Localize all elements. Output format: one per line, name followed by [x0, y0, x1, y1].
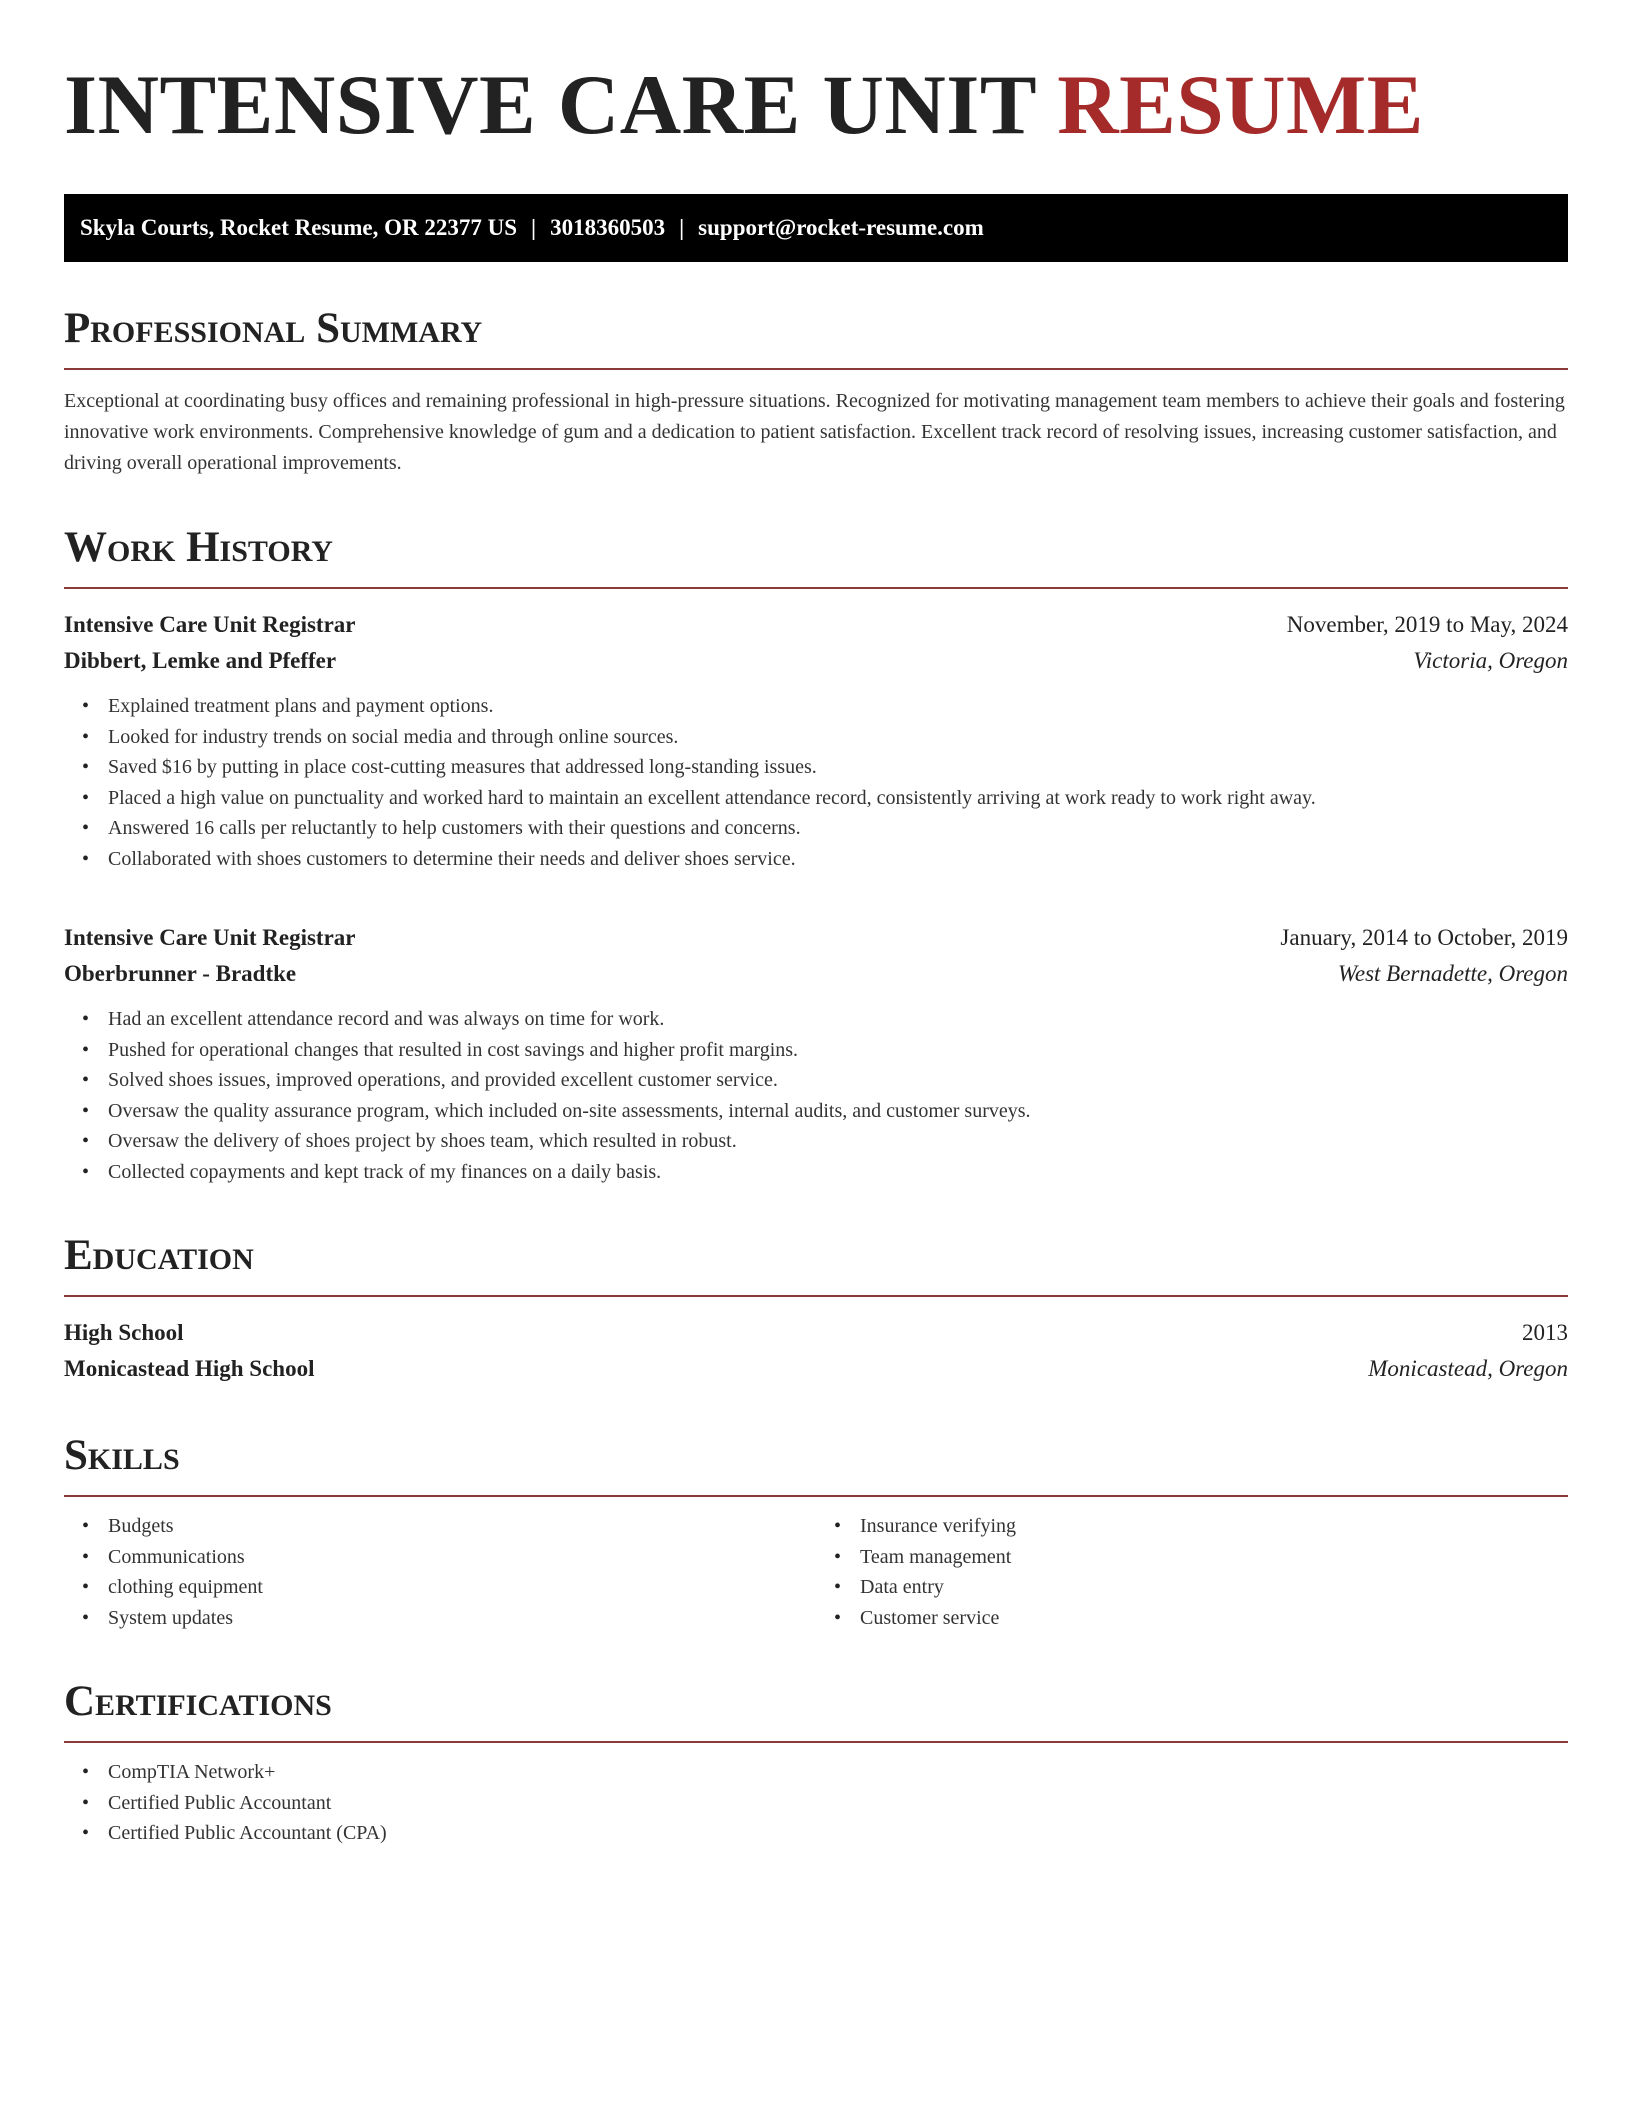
education-school-row	[64, 1351, 1568, 1387]
skills-column-left	[64, 1511, 816, 1633]
skill-item: • Budgets	[108, 1511, 816, 1542]
job-bullet: • Saved $16 by putting in place cost-cutting measures that addressed long-standing issues.	[108, 752, 1568, 783]
certifications-list	[64, 1757, 1568, 1849]
title-main: INTENSIVE CARE UNIT	[64, 58, 1036, 152]
skill-item: • Data entry	[860, 1572, 1568, 1603]
certification-item: • Certified Public Accountant	[108, 1788, 1568, 1819]
contact-separator: |	[531, 215, 537, 240]
education-location: Monicastead, Oregon	[1368, 1356, 1568, 1381]
skill-item: • Insurance verifying	[860, 1511, 1568, 1542]
skills-column-right	[816, 1511, 1568, 1633]
resume-title	[64, 52, 1568, 158]
skill-item: • Communications	[108, 1542, 816, 1573]
section-heading-certifications: Certifications	[64, 1677, 1568, 1743]
title-accent: RESUME	[1057, 58, 1424, 152]
job-title-row	[64, 920, 1568, 956]
job-bullet: • Oversaw the quality assurance program, which included on-site assessments, internal audits, and customer surveys.	[108, 1096, 1568, 1127]
job-bullet: • Solved shoes issues, improved operations, and provided excellent customer service.	[108, 1065, 1568, 1096]
section-heading-education: Education	[64, 1231, 1568, 1297]
job-bullet: • Pushed for operational changes that resulted in cost savings and higher profit margins.	[108, 1035, 1568, 1066]
job-title: Intensive Care Unit Registrar	[64, 925, 356, 950]
contact-separator: |	[679, 215, 685, 240]
education-degree-row	[64, 1315, 1568, 1351]
skill-item: • Team management	[860, 1542, 1568, 1573]
summary-section	[64, 304, 1568, 479]
education-section	[64, 1231, 1568, 1387]
certification-item: • CompTIA Network+	[108, 1757, 1568, 1788]
skills-grid	[64, 1511, 1568, 1633]
skill-item: • System updates	[108, 1603, 816, 1634]
education-year: 2013	[1522, 1320, 1568, 1345]
job-bullets	[64, 1004, 1568, 1187]
job-company-row	[64, 643, 1568, 679]
job-company: Oberbrunner - Bradtke	[64, 961, 297, 986]
contact-bar	[64, 194, 1568, 262]
job-bullet: • Collaborated with shoes customers to determine their needs and deliver shoes service.	[108, 844, 1568, 875]
certification-item: • Certified Public Accountant (CPA)	[108, 1818, 1568, 1849]
skill-item: • clothing equipment	[108, 1572, 816, 1603]
job-company: Dibbert, Lemke and Pfeffer	[64, 648, 337, 673]
section-heading-work-history: Work History	[64, 523, 1568, 589]
contact-address: Skyla Courts, Rocket Resume, OR 22377 US	[80, 215, 517, 240]
job-title: Intensive Care Unit Registrar	[64, 612, 356, 637]
education-entry	[64, 1315, 1568, 1387]
job-entry	[64, 607, 1568, 874]
contact-phone: 3018360503	[550, 215, 666, 240]
job-bullet: • Answered 16 calls per reluctantly to help customers with their questions and concerns.	[108, 813, 1568, 844]
skills-section	[64, 1431, 1568, 1633]
job-bullet: • Placed a high value on punctuality and worked hard to maintain an excellent attendance record, consistently arriving at work ready to work right away.	[108, 783, 1568, 814]
work-history-section	[64, 523, 1568, 1187]
job-bullet: • Looked for industry trends on social media and through online sources.	[108, 722, 1568, 753]
education-school: Monicastead High School	[64, 1356, 315, 1381]
section-heading-summary: Professional Summary	[64, 304, 1568, 370]
job-bullet: • Collected copayments and kept track of my finances on a daily basis.	[108, 1157, 1568, 1188]
job-bullets	[64, 691, 1568, 874]
job-company-row	[64, 956, 1568, 992]
job-bullet: • Explained treatment plans and payment options.	[108, 691, 1568, 722]
contact-email[interactable]: support@rocket-resume.com	[698, 215, 984, 240]
job-bullet: • Had an excellent attendance record and was always on time for work.	[108, 1004, 1568, 1035]
job-entry	[64, 920, 1568, 1187]
skill-item: • Customer service	[860, 1603, 1568, 1634]
summary-text: Exceptional at coordinating busy offices and remaining professional in high-pressure situations. Recognized for motivating management team members to achieve their goals and fostering innovative work environments. Comprehensive knowledge of gum and a dedication to patient satisfaction. Excellent track record of resolving issues, increasing customer satisfaction, and driving overall operational improvements.	[64, 390, 1565, 474]
job-location: West Bernadette, Oregon	[1337, 961, 1568, 986]
job-dates: November, 2019 to May, 2024	[1286, 612, 1568, 637]
job-title-row	[64, 607, 1568, 643]
job-dates: January, 2014 to October, 2019	[1280, 925, 1568, 950]
section-heading-skills: Skills	[64, 1431, 1568, 1497]
job-location: Victoria, Oregon	[1413, 648, 1568, 673]
certifications-section	[64, 1677, 1568, 1849]
job-bullet: • Oversaw the delivery of shoes project by shoes team, which resulted in robust.	[108, 1126, 1568, 1157]
education-degree: High School	[64, 1320, 184, 1345]
